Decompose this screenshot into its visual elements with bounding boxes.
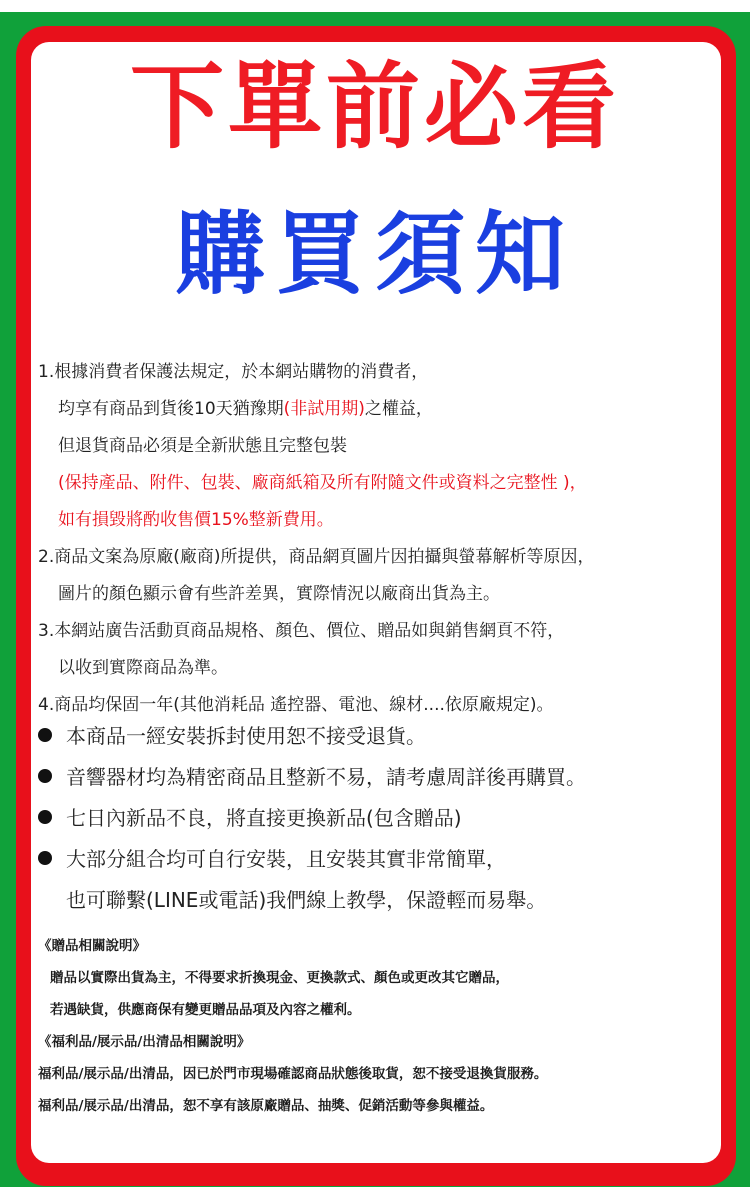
gift-line-2: 若遇缺貨，供應商保有變更贈品品項及內容之權利。 [50,1002,361,1018]
gift-heading: 《贈品相關說明》 [38,938,146,954]
refurbished-heading: 《福利品/展示品/出清品相關說明》 [38,1034,251,1050]
bullet-continuation: 也可聯繫(LINE或電話)我們線上教學，保證輕而易舉。 [66,888,547,912]
bullet-item [38,798,718,839]
note-4-line-1: 4.商品均保固一年(其他消耗品 遙控器、電池、線材....依原廠規定)。 [38,695,554,715]
bullet-text: 七日內新品不良，將直接更換新品(包含贈品) [66,806,462,830]
note-1-rights: 之權益， [364,399,433,419]
note-3-line-2: 以收到實際商品為準。 [58,658,228,678]
bullet-dot-icon [38,810,52,824]
note-1-not-trial: (非試用期) [283,399,365,419]
gift-notes [38,930,728,1122]
note-1-line-1: 1.根據消費者保護法規定，於本網站購物的消費者， [38,362,429,382]
bullet-text: 大部分組合均可自行安裝，且安裝其實非常簡單， [66,847,506,871]
bullet-item [38,839,718,880]
note-1-line-5: 如有損毀將酌收售價15%整新費用。 [58,510,334,530]
refurbished-line-2: 福利品/展示品/出清品，恕不享有該原廠贈品、抽獎、促銷活動等參與權益。 [38,1098,494,1114]
bullet-dot-icon [38,769,52,783]
note-1-line-2 [38,391,718,428]
note-1-line-4: (保持產品、附件、包裝、廠商紙箱及所有附隨文件或資料之完整性 )， [58,473,587,493]
note-3-line-1: 3.本網站廣告活動頁商品規格、顏色、價位、贈品如與銷售網頁不符， [38,621,565,641]
bullet-dot-icon [38,728,52,742]
note-1-line-3: 但退貨商品必須是全新狀態且完整包裝 [58,436,347,456]
bullet-text: 本商品一經安裝拆封使用恕不接受退貨。 [66,724,426,748]
bullet-list [38,716,718,921]
bullet-text: 音響器材均為精密商品且整新不易，請考慮周詳後再購買。 [66,765,586,789]
title-purchase-notice: 購買須知 [175,202,575,307]
gift-line-1: 贈品以實際出貨為主，不得要求折換現金、更換款式、顏色或更改其它贈品， [50,970,509,986]
title-must-read: 下單前必看 [129,53,620,162]
bullet-dot-icon [38,851,52,865]
note-1-period: 均享有商品到貨後10天猶豫期 [58,399,284,419]
bullet-item [38,757,718,798]
refurbished-line-1: 福利品/展示品/出清品，因已於門市現場確認商品狀態後取貨，恕不接受退換貨服務。 [38,1066,548,1082]
notes-list [38,354,718,724]
bullet-item [38,716,718,757]
note-2-line-1: 2.商品文案為原廠(廠商)所提供，商品網頁圖片因拍攝與螢幕解析等原因， [38,547,595,567]
note-2-line-2: 圖片的顏色顯示會有些許差異，實際情況以廠商出貨為主。 [58,584,500,604]
